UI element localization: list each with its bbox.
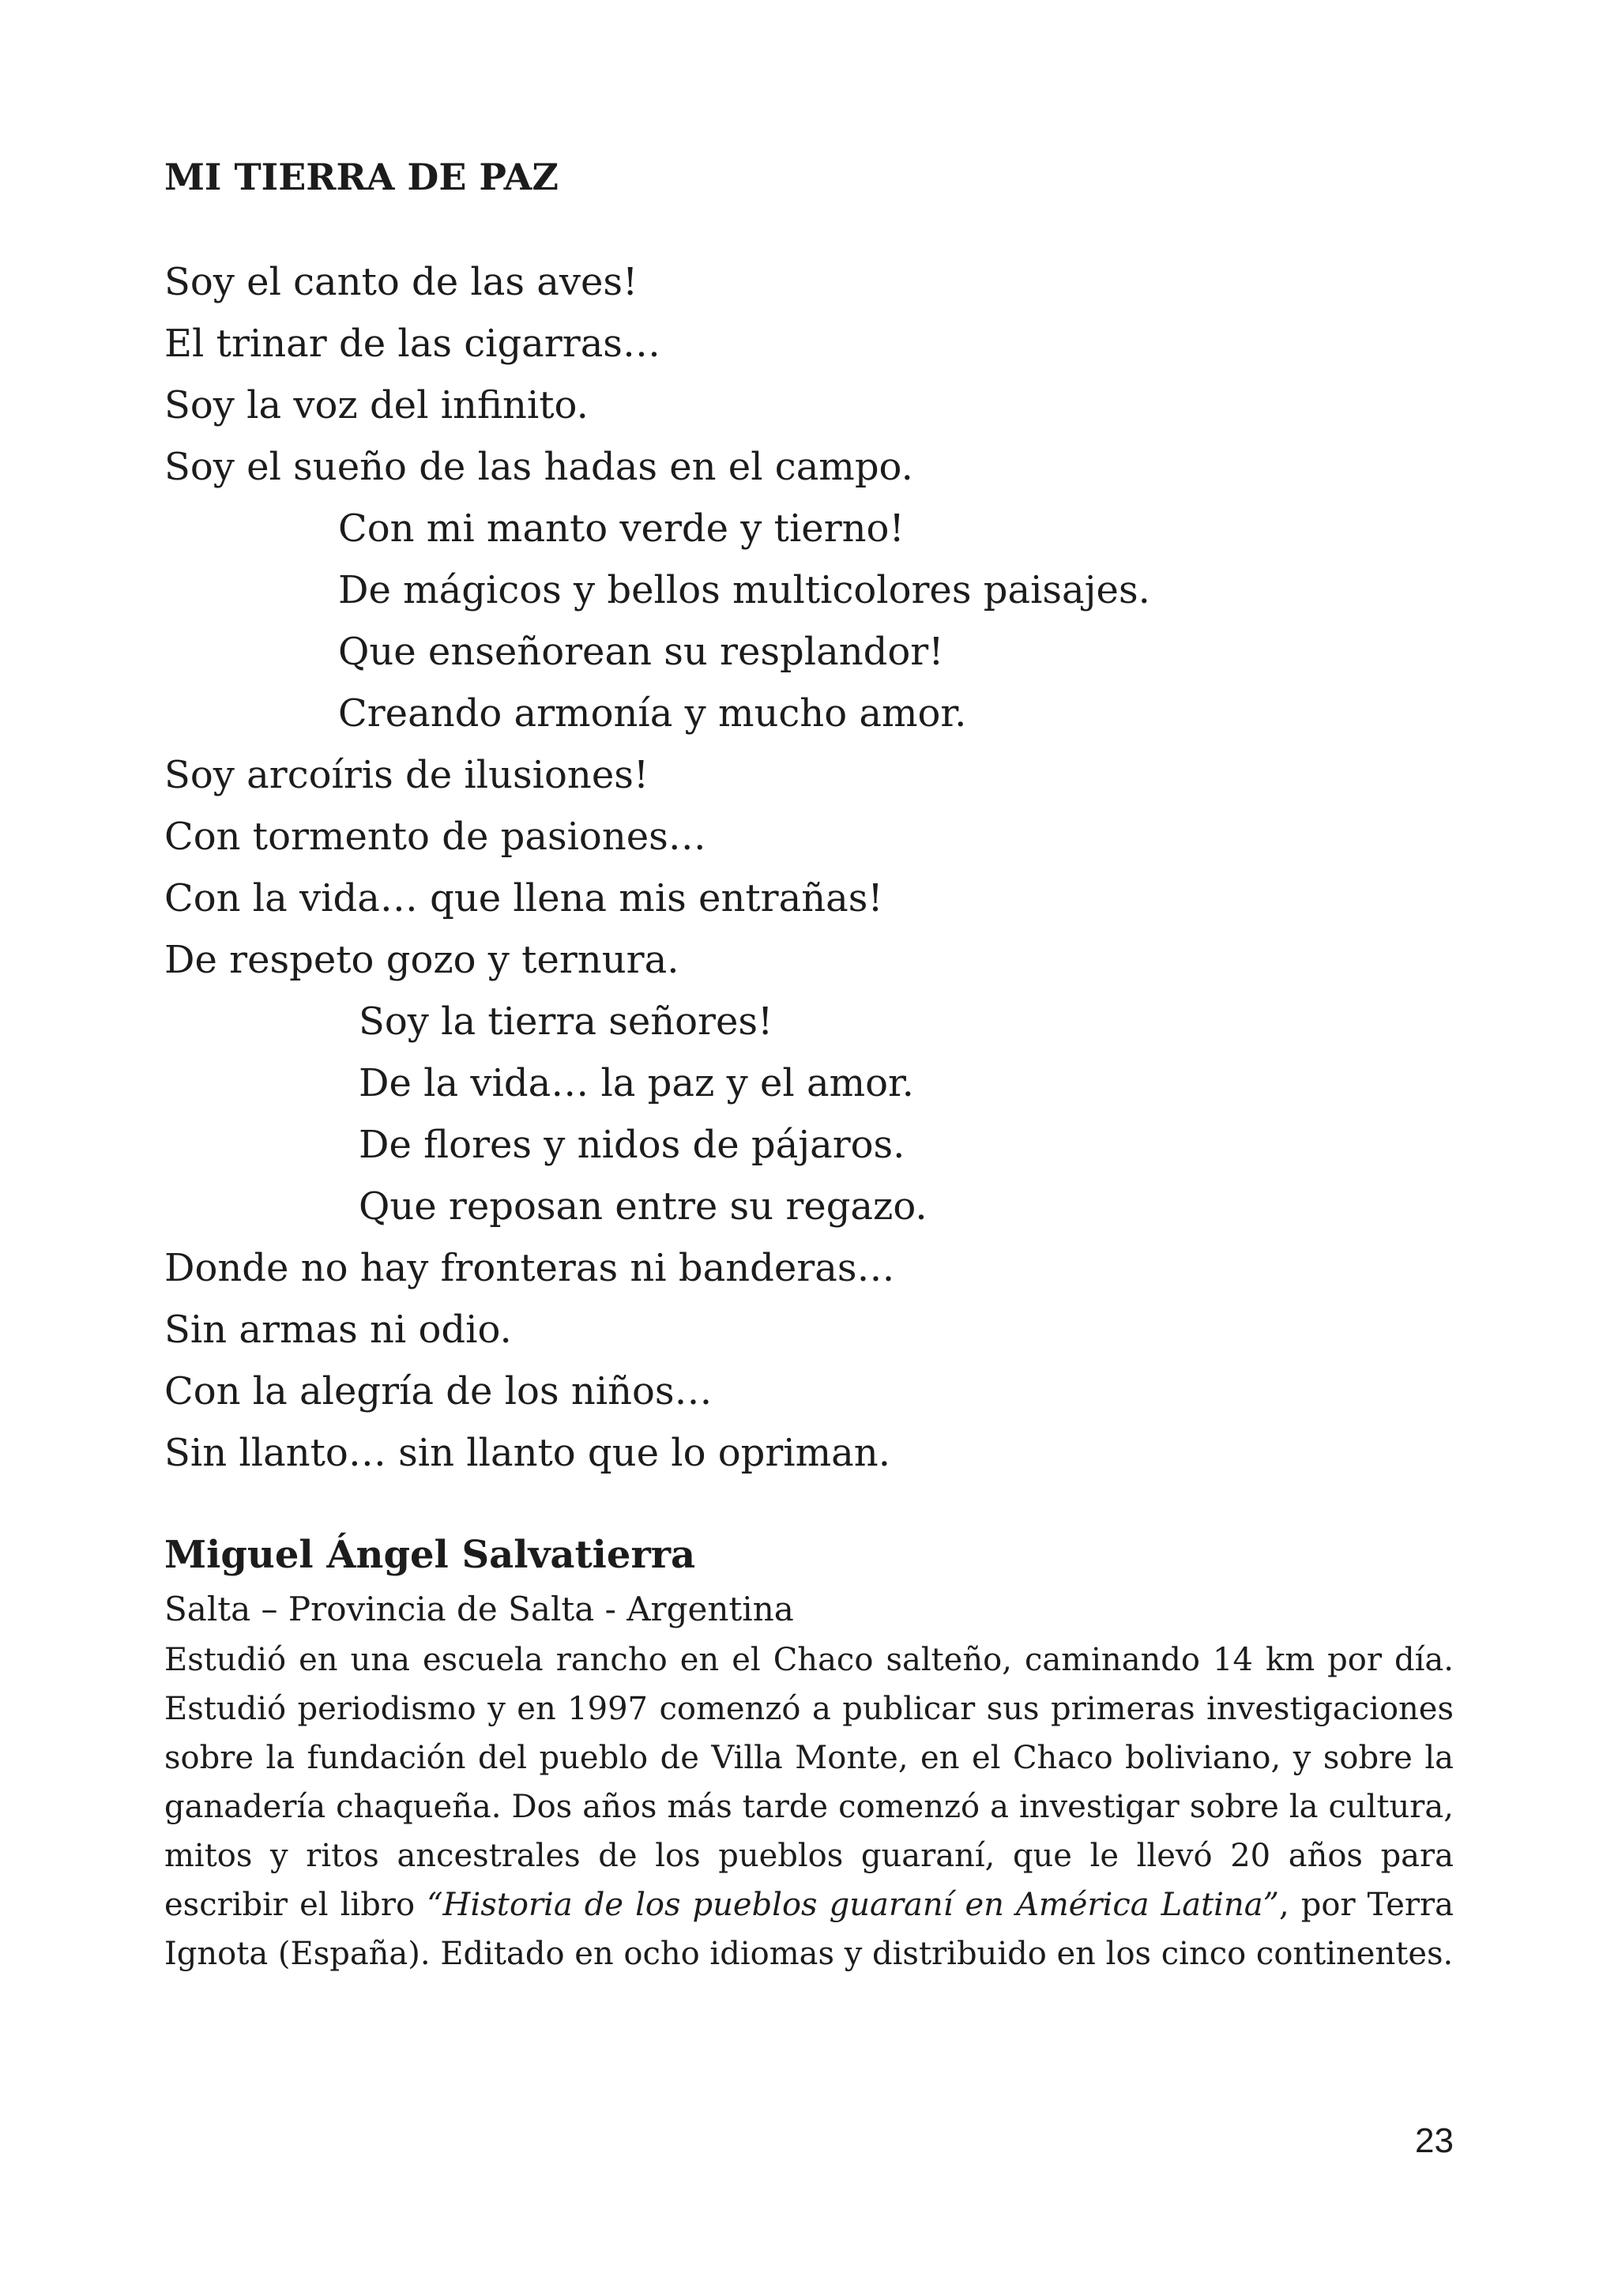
author-bio-text-end: , por Terra Ignota (España). Editado en ocho idiomas y distribuido en los cinco continentes.	[164, 1887, 1454, 1972]
poem-line: De la vida… la paz y el amor.	[359, 1061, 914, 1105]
poem-line: Soy la tierra señores!	[359, 999, 773, 1044]
author-name: Miguel Ángel Salvatierra	[164, 1533, 696, 1577]
poem-line: Soy la voz del infinito.	[164, 383, 589, 427]
poem-line: El trinar de las cigarras…	[164, 322, 660, 366]
author-bio-text: Estudió en una escuela rancho en el Chaco salteño, caminando 14 km por día. Estudió periodismo y en 1997 comenzó a publicar sus primeras investigaciones sobre la fundación del pueblo de Villa Monte, en el Chaco boliviano, y sobre la ganadería chaqueña. Dos años más tarde comenzó a investigar sobre la cultura, mitos y ritos ancestrales de los pueblos guaraní, que le llevó 20 años para escribir el libro	[164, 1642, 1454, 1923]
poem-line: De respeto gozo y ternura.	[164, 938, 679, 982]
poem-line: Con tormento de pasiones…	[164, 815, 706, 859]
book-title: “Historia de los pueblos guaraní en América Latina”	[427, 1887, 1279, 1923]
poem-line: Soy el canto de las aves!	[164, 260, 638, 304]
poem-line: Que reposan entre su regazo.	[359, 1184, 928, 1229]
poem-title: MI TIERRA DE PAZ	[164, 156, 559, 198]
poem-line: De flores y nidos de pájaros.	[359, 1123, 905, 1167]
poem-body	[164, 251, 1150, 1484]
author-bio	[164, 1635, 1454, 1978]
poem-line: Sin llanto… sin llanto que lo opriman.	[164, 1431, 890, 1475]
poem-line: Con mi manto verde y tierno!	[338, 506, 905, 551]
poem-line: De mágicos y bellos multicolores paisajes.	[338, 568, 1150, 612]
author-place: Salta – Provincia de Salta - Argentina	[164, 1590, 794, 1628]
poem-line: Sin armas ni odio.	[164, 1308, 512, 1352]
poem-line: Con la vida… que llena mis entrañas!	[164, 876, 883, 920]
page-number: 23	[1415, 2121, 1454, 2160]
poem-line: Donde no hay fronteras ni banderas…	[164, 1246, 895, 1290]
poem-line: Soy arcoíris de ilusiones!	[164, 753, 649, 797]
poem-line: Con la alegría de los niños…	[164, 1369, 713, 1413]
poem-line: Creando armonía y mucho amor.	[338, 691, 967, 736]
poem-line: Soy el sueño de las hadas en el campo.	[164, 445, 913, 489]
poem-line: Que enseñorean su resplandor!	[338, 630, 944, 674]
